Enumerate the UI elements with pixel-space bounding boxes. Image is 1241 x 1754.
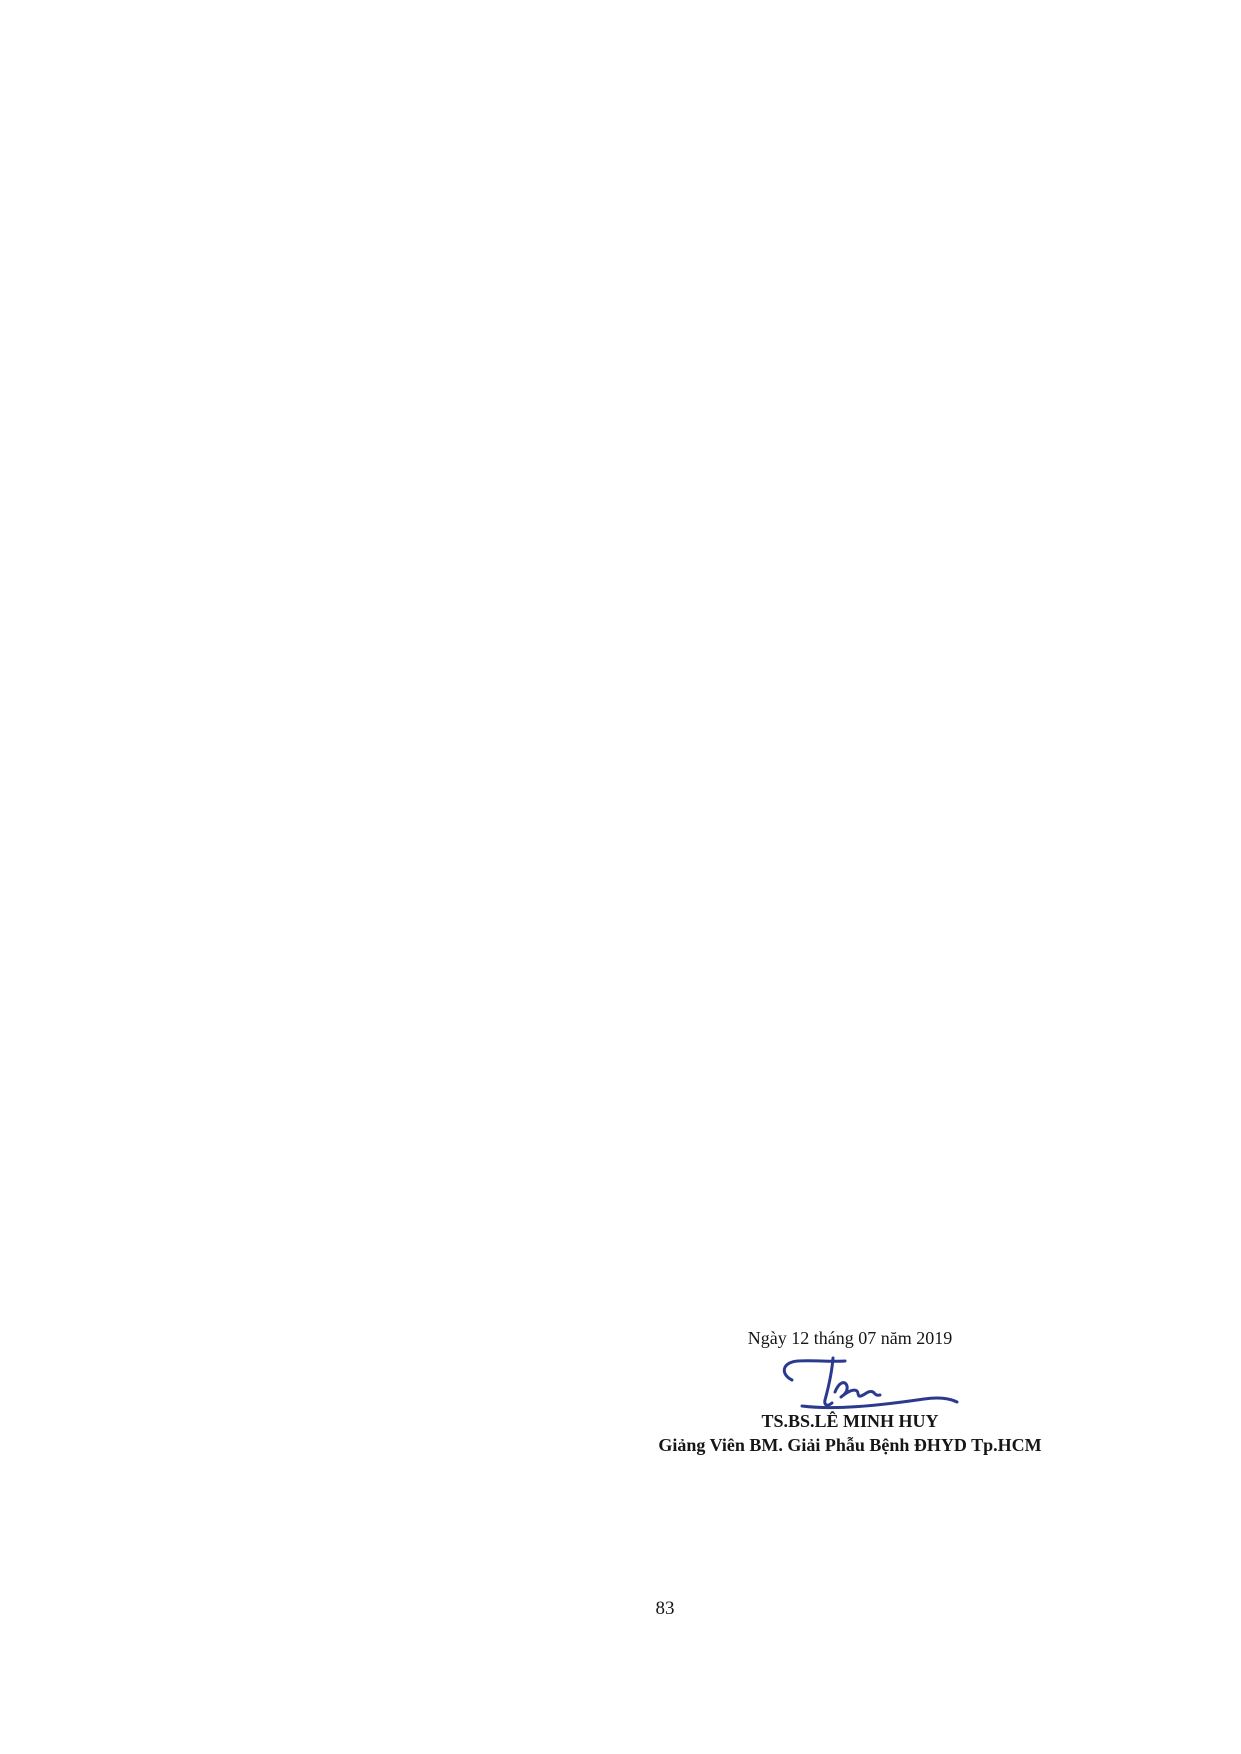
date-line: Ngày 12 tháng 07 năm 2019 [747,1328,953,1348]
signature-icon [772,1349,964,1413]
signer-title: Giảng Viên BM. Giải Phẫu Bệnh ĐHYD Tp.HCM [658,1435,1042,1455]
signer-name: TS.BS.LÊ MINH HUY [761,1411,939,1431]
page-number: 83 [655,1598,675,1619]
